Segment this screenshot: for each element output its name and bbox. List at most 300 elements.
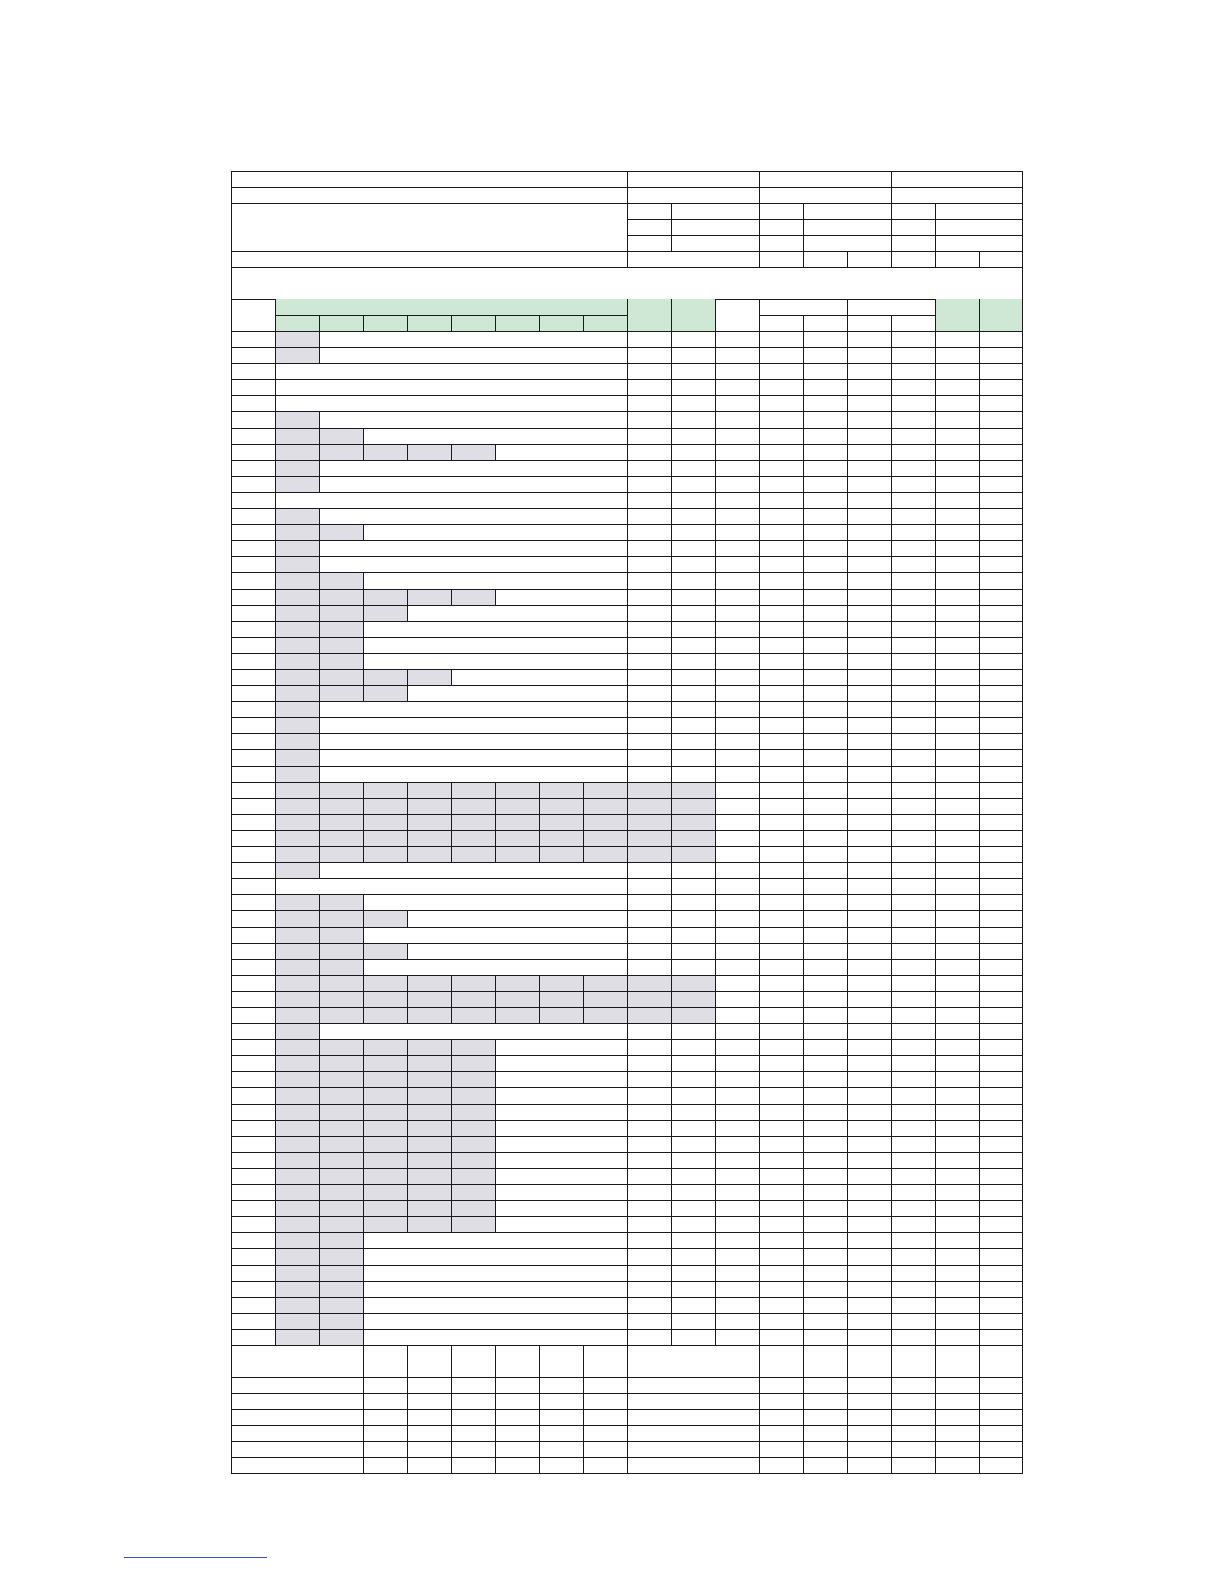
grey-entry-cell	[275, 1023, 319, 1039]
cell-divider	[495, 1184, 496, 1201]
cell-divider	[319, 927, 320, 944]
cell-divider	[319, 1055, 320, 1072]
cell-divider	[363, 943, 364, 960]
cell-divider	[319, 460, 320, 477]
cell-divider	[407, 685, 408, 702]
cell-divider	[319, 830, 320, 847]
cell-divider	[495, 1216, 496, 1233]
grey-entry-cell	[451, 798, 495, 814]
grey-entry-cell	[275, 1216, 319, 1232]
cell-divider	[495, 975, 496, 992]
grey-entry-cell	[275, 428, 319, 444]
cell-divider	[407, 975, 408, 992]
cell-divider	[363, 669, 364, 686]
cell-divider	[319, 1007, 320, 1024]
cell-divider	[407, 1200, 408, 1217]
column-divider	[275, 331, 276, 1346]
column-divider	[627, 331, 628, 1346]
cell-divider	[363, 1200, 364, 1217]
grey-entry-cell	[539, 782, 583, 798]
cell-divider	[495, 782, 496, 799]
grey-entry-cell	[275, 943, 319, 959]
cell-divider	[319, 476, 320, 493]
cell-divider	[319, 685, 320, 702]
cell-divider	[363, 1120, 364, 1137]
grey-entry-cell	[275, 701, 319, 717]
grey-entry-cell	[363, 846, 407, 862]
grey-entry-cell	[275, 830, 319, 846]
cell-divider	[319, 846, 320, 863]
cell-divider	[363, 1087, 364, 1105]
grey-entry-cell	[363, 1055, 407, 1071]
header-divider	[715, 299, 716, 332]
cell-divider	[539, 846, 540, 863]
grey-entry-cell	[319, 1313, 363, 1329]
cell-divider	[495, 798, 496, 815]
grey-entry-cell	[407, 669, 451, 685]
cell-divider	[495, 444, 496, 461]
cell-divider	[539, 975, 540, 992]
cell-divider	[539, 1007, 540, 1024]
footer-divider	[451, 1345, 452, 1474]
grey-entry-cell	[319, 959, 363, 975]
cell-divider	[363, 653, 364, 670]
cell-divider	[319, 589, 320, 606]
header-divider	[583, 315, 584, 332]
grey-entry-cell	[451, 444, 495, 460]
grey-entry-cell	[451, 1184, 495, 1200]
grey-entry-cell	[275, 798, 319, 814]
cell-divider	[495, 991, 496, 1008]
column-divider	[847, 331, 848, 1346]
grey-entry-cell	[363, 1136, 407, 1152]
cell-divider	[363, 1216, 364, 1233]
cell-divider	[319, 540, 320, 557]
header-divider	[847, 251, 848, 268]
cell-divider	[495, 1039, 496, 1056]
column-divider	[759, 331, 760, 1346]
grey-entry-cell	[495, 846, 539, 862]
grey-entry-cell	[363, 1007, 407, 1023]
cell-divider	[539, 991, 540, 1008]
grey-entry-cell	[495, 830, 539, 846]
grey-entry-cell	[627, 1007, 671, 1023]
cell-divider	[363, 975, 364, 992]
grey-entry-cell	[319, 814, 363, 830]
cell-divider	[319, 910, 320, 928]
grey-entry-cell	[451, 1087, 495, 1104]
grey-entry-cell	[407, 1200, 451, 1216]
cell-divider	[407, 846, 408, 863]
green-subheader-cell	[363, 315, 407, 331]
green-header-cell	[627, 299, 671, 331]
cell-divider	[451, 1071, 452, 1088]
cell-divider	[363, 1281, 364, 1298]
column-divider	[935, 331, 936, 1346]
grey-entry-cell	[671, 846, 715, 862]
grey-entry-cell	[275, 1071, 319, 1087]
grey-entry-cell	[275, 1329, 319, 1345]
column-divider	[891, 331, 892, 1346]
header-divider	[935, 203, 936, 252]
grey-entry-cell	[451, 1216, 495, 1232]
cell-divider	[495, 830, 496, 847]
header-divider	[759, 171, 760, 268]
grey-entry-cell	[275, 637, 319, 653]
grey-entry-cell	[319, 589, 363, 605]
grey-entry-cell	[275, 1152, 319, 1168]
cell-divider	[319, 572, 320, 590]
grey-entry-cell	[451, 1200, 495, 1216]
cell-divider	[363, 1265, 364, 1282]
grey-entry-cell	[319, 910, 363, 927]
grey-entry-cell	[671, 798, 715, 814]
header-divider	[539, 315, 540, 332]
cell-divider	[363, 846, 364, 863]
header-rule	[627, 235, 1023, 236]
grey-entry-cell	[363, 669, 407, 685]
cell-divider	[363, 637, 364, 654]
grey-entry-cell	[275, 540, 319, 556]
grey-entry-cell	[319, 524, 363, 540]
cell-divider	[363, 428, 364, 445]
grey-entry-cell	[275, 556, 319, 572]
grey-entry-cell	[319, 830, 363, 846]
grey-entry-cell	[319, 1232, 363, 1248]
cell-divider	[451, 669, 452, 686]
grey-entry-cell	[275, 927, 319, 943]
footer-divider	[847, 1345, 848, 1474]
grey-entry-cell	[319, 572, 363, 589]
cell-divider	[407, 1071, 408, 1088]
cell-divider	[363, 782, 364, 799]
grey-entry-cell	[275, 766, 319, 782]
footer-divider	[935, 1345, 936, 1474]
grey-entry-cell	[275, 411, 319, 428]
header-divider	[363, 315, 364, 332]
grey-entry-cell	[275, 717, 319, 733]
grey-entry-cell	[275, 508, 319, 524]
cell-divider	[407, 1055, 408, 1072]
cell-divider	[319, 1120, 320, 1137]
grey-entry-cell	[319, 653, 363, 669]
grey-entry-cell	[583, 1007, 627, 1023]
grey-entry-cell	[319, 444, 363, 460]
grey-entry-cell	[495, 991, 539, 1007]
grey-entry-cell	[275, 975, 319, 991]
header-divider	[803, 315, 804, 332]
grey-entry-cell	[407, 1168, 451, 1184]
cell-divider	[363, 1007, 364, 1024]
cell-divider	[451, 798, 452, 815]
cell-divider	[319, 1281, 320, 1298]
grey-entry-cell	[583, 782, 627, 798]
grey-entry-cell	[363, 1152, 407, 1168]
green-subheader-cell	[319, 315, 363, 331]
cell-divider	[407, 910, 408, 928]
grey-entry-cell	[275, 910, 319, 927]
header-divider	[627, 299, 628, 332]
cell-divider	[319, 975, 320, 992]
footnote-separator-line	[124, 1557, 267, 1558]
form-left-border	[231, 171, 232, 1474]
grey-entry-cell	[319, 1281, 363, 1297]
grey-entry-cell	[495, 814, 539, 830]
cell-divider	[363, 1329, 364, 1346]
grey-entry-cell	[275, 1248, 319, 1265]
cell-divider	[407, 798, 408, 815]
grey-entry-cell	[319, 1248, 363, 1265]
cell-divider	[319, 894, 320, 911]
grey-entry-cell	[275, 1055, 319, 1071]
grey-entry-cell	[275, 685, 319, 701]
grey-entry-cell	[275, 1281, 319, 1297]
cell-divider	[319, 1265, 320, 1282]
grey-entry-cell	[319, 943, 363, 959]
cell-divider	[363, 605, 364, 622]
cell-divider	[451, 830, 452, 847]
grey-entry-cell	[671, 830, 715, 846]
grey-entry-cell	[407, 1216, 451, 1232]
cell-divider	[451, 1007, 452, 1024]
cell-divider	[319, 1087, 320, 1105]
cell-divider	[319, 1232, 320, 1249]
cell-divider	[319, 1184, 320, 1201]
grey-entry-cell	[363, 910, 407, 927]
grey-entry-cell	[363, 943, 407, 959]
grey-entry-cell	[319, 1184, 363, 1200]
grey-entry-cell	[319, 1136, 363, 1152]
grey-entry-cell	[319, 621, 363, 637]
cell-divider	[407, 814, 408, 831]
grey-entry-cell	[275, 1232, 319, 1248]
grey-entry-cell	[671, 814, 715, 830]
cell-divider	[451, 1152, 452, 1169]
grey-entry-cell	[319, 798, 363, 814]
cell-divider	[495, 1168, 496, 1185]
grey-entry-cell	[275, 1120, 319, 1136]
grey-entry-cell	[363, 830, 407, 846]
cell-divider	[495, 1071, 496, 1088]
green-subheader-cell	[583, 315, 627, 331]
cell-divider	[363, 991, 364, 1008]
grey-entry-cell	[275, 959, 319, 975]
grey-entry-cell	[451, 1007, 495, 1023]
grey-entry-cell	[539, 975, 583, 991]
cell-divider	[363, 1104, 364, 1121]
grey-entry-cell	[275, 653, 319, 669]
cell-divider	[583, 814, 584, 831]
grey-entry-cell	[319, 1007, 363, 1023]
grey-entry-cell	[319, 1200, 363, 1216]
cell-divider	[407, 1039, 408, 1056]
cell-divider	[363, 572, 364, 590]
grey-entry-cell	[363, 1087, 407, 1104]
grey-entry-cell	[451, 1104, 495, 1120]
cell-divider	[363, 685, 364, 702]
cell-divider	[583, 846, 584, 863]
cell-divider	[363, 589, 364, 606]
cell-divider	[495, 589, 496, 606]
cell-divider	[363, 830, 364, 847]
grey-entry-cell	[319, 991, 363, 1007]
footer-divider	[979, 1345, 980, 1474]
grey-entry-cell	[407, 1007, 451, 1023]
cell-divider	[451, 1168, 452, 1185]
grey-entry-cell	[495, 1007, 539, 1023]
grey-entry-cell	[451, 1055, 495, 1071]
grey-entry-cell	[275, 572, 319, 589]
cell-divider	[363, 1232, 364, 1249]
grey-entry-cell	[319, 1071, 363, 1087]
cell-divider	[319, 653, 320, 670]
green-subheader-cell	[451, 315, 495, 331]
grey-entry-cell	[275, 733, 319, 749]
green-subheader-cell	[275, 315, 319, 331]
cell-divider	[451, 1087, 452, 1105]
cell-divider	[363, 1071, 364, 1088]
cell-divider	[319, 717, 320, 734]
grey-entry-cell	[407, 991, 451, 1007]
grey-entry-cell	[363, 814, 407, 830]
header-divider	[759, 299, 760, 332]
cell-divider	[319, 1071, 320, 1088]
grey-entry-cell	[319, 1055, 363, 1071]
header-divider	[979, 299, 980, 332]
grey-entry-cell	[363, 444, 407, 460]
grey-entry-cell	[363, 1104, 407, 1120]
grey-entry-cell	[407, 1120, 451, 1136]
grey-entry-cell	[275, 1007, 319, 1023]
grey-entry-cell	[583, 846, 627, 862]
cell-divider	[495, 1152, 496, 1169]
grey-entry-cell	[451, 1152, 495, 1168]
grey-entry-cell	[583, 991, 627, 1007]
grey-entry-cell	[275, 894, 319, 910]
cell-divider	[363, 1136, 364, 1153]
green-header-cell	[671, 299, 715, 331]
grey-entry-cell	[363, 1184, 407, 1200]
header-divider	[495, 315, 496, 332]
cell-divider	[319, 1152, 320, 1169]
header-divider	[407, 315, 408, 332]
cell-divider	[319, 508, 320, 525]
header-divider	[275, 299, 276, 332]
cell-divider	[407, 1216, 408, 1233]
grey-entry-cell	[451, 975, 495, 991]
cell-divider	[407, 1087, 408, 1105]
grey-entry-cell	[275, 846, 319, 862]
cell-divider	[319, 637, 320, 654]
cell-divider	[407, 1168, 408, 1185]
footer-divider	[407, 1345, 408, 1474]
column-divider	[803, 331, 804, 1346]
header-divider	[671, 203, 672, 252]
cell-divider	[451, 1120, 452, 1137]
cell-divider	[363, 927, 364, 944]
grey-entry-cell	[275, 814, 319, 830]
cell-divider	[319, 1200, 320, 1217]
cell-divider	[407, 991, 408, 1008]
grey-entry-cell	[275, 1039, 319, 1055]
grey-entry-cell	[319, 428, 363, 444]
grey-entry-cell	[627, 846, 671, 862]
cell-divider	[451, 1055, 452, 1072]
cell-divider	[319, 428, 320, 445]
grey-entry-cell	[275, 589, 319, 605]
cell-divider	[319, 1248, 320, 1266]
grey-entry-cell	[407, 1039, 451, 1055]
grey-entry-cell	[671, 782, 715, 798]
grey-entry-cell	[275, 347, 319, 363]
cell-divider	[363, 1297, 364, 1314]
grey-entry-cell	[319, 927, 363, 943]
cell-divider	[363, 524, 364, 541]
grey-entry-cell	[363, 605, 407, 621]
grey-entry-cell	[275, 669, 319, 685]
form-right-border	[1022, 171, 1023, 1474]
grey-entry-cell	[451, 814, 495, 830]
grey-entry-cell	[539, 814, 583, 830]
cell-divider	[451, 1136, 452, 1153]
grey-entry-cell	[671, 975, 715, 991]
cell-divider	[583, 975, 584, 992]
grey-entry-cell	[407, 1184, 451, 1200]
header-divider	[451, 315, 452, 332]
header-divider	[847, 299, 848, 332]
header-divider	[935, 251, 936, 268]
cell-divider	[319, 1313, 320, 1330]
cell-divider	[451, 975, 452, 992]
cell-divider	[451, 444, 452, 461]
grey-entry-cell	[319, 669, 363, 685]
cell-divider	[319, 621, 320, 638]
cell-divider	[319, 1168, 320, 1185]
cell-divider	[407, 943, 408, 960]
grey-entry-cell	[319, 1168, 363, 1184]
grey-entry-cell	[627, 782, 671, 798]
grey-entry-cell	[627, 814, 671, 830]
cell-divider	[451, 991, 452, 1008]
grey-entry-cell	[319, 894, 363, 910]
grey-entry-cell	[627, 830, 671, 846]
cell-divider	[407, 589, 408, 606]
grey-entry-cell	[671, 991, 715, 1007]
footer-divider	[627, 1345, 628, 1474]
footer-divider	[583, 1345, 584, 1474]
grey-entry-cell	[407, 1152, 451, 1168]
grey-entry-cell	[407, 444, 451, 460]
grey-entry-cell	[275, 862, 319, 878]
grey-entry-cell	[319, 1104, 363, 1120]
cell-divider	[583, 782, 584, 799]
cell-divider	[319, 798, 320, 815]
grey-entry-cell	[319, 1297, 363, 1313]
cell-divider	[319, 943, 320, 960]
grey-entry-cell	[407, 1087, 451, 1104]
grey-entry-cell	[275, 1087, 319, 1104]
grey-entry-cell	[275, 331, 319, 347]
grey-entry-cell	[319, 637, 363, 653]
cell-divider	[319, 749, 320, 767]
cell-divider	[319, 524, 320, 541]
grey-entry-cell	[275, 991, 319, 1007]
grey-entry-cell	[451, 1071, 495, 1087]
grey-entry-cell	[275, 1313, 319, 1329]
grey-entry-cell	[275, 524, 319, 540]
grey-entry-cell	[363, 1216, 407, 1232]
footer-divider	[495, 1345, 496, 1474]
